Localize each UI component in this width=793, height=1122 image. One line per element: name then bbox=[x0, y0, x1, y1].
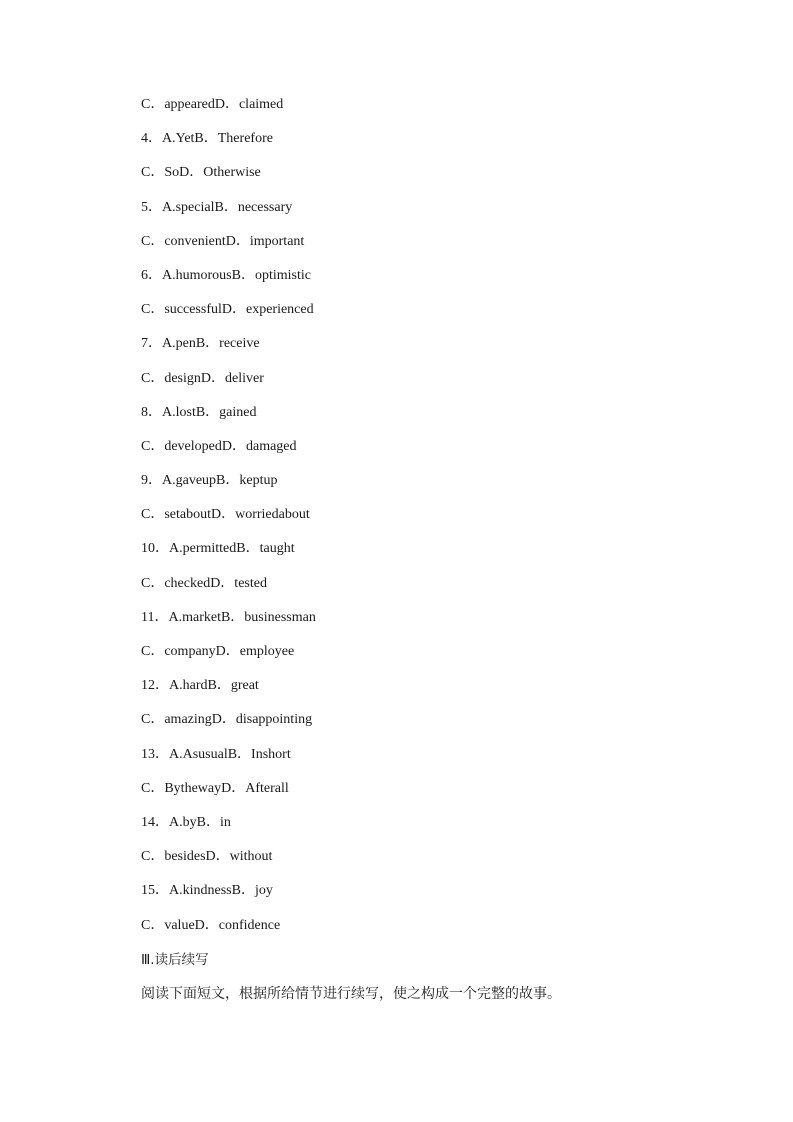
option-line: 11．A.marketB．businessman bbox=[141, 609, 316, 625]
option-line: C．BythewayD．Afterall bbox=[141, 780, 289, 796]
option-line: C．SoD．Otherwise bbox=[141, 165, 261, 181]
option-line: 4．A.YetB．Therefore bbox=[141, 131, 273, 147]
section-heading: Ⅲ.读后续写 bbox=[141, 951, 209, 968]
option-line: 12．A.hardB．great bbox=[141, 678, 259, 694]
option-line: C．amazingD．disappointing bbox=[141, 712, 313, 728]
option-line: C．developedD．damaged bbox=[141, 438, 297, 454]
section-instruction: 阅读下面短文，根据所给情节进行续写，使之构成一个完整的故事。 bbox=[141, 985, 561, 1002]
option-line: C．setaboutD．worriedabout bbox=[141, 507, 310, 523]
option-line: 15．A.kindnessB．joy bbox=[141, 883, 273, 899]
option-line: 8．A.lostB．gained bbox=[141, 404, 257, 420]
option-line: C．designD．deliver bbox=[141, 370, 264, 386]
option-line: 7．A.penB．receive bbox=[141, 336, 260, 352]
answer-options-list bbox=[141, 96, 741, 1019]
option-line: 9．A.gaveupB．keptup bbox=[141, 473, 278, 489]
option-line: C．valueD．confidence bbox=[141, 917, 281, 933]
option-line: C．successfulD．experienced bbox=[141, 302, 314, 318]
option-line: C．convenientD．important bbox=[141, 233, 305, 249]
option-line: C．appearedD．claimed bbox=[141, 97, 284, 112]
option-line: 6．A.humorousB．optimistic bbox=[141, 267, 311, 283]
option-line: 10．A.permittedB．taught bbox=[141, 541, 295, 557]
option-line: C．checkedD．tested bbox=[141, 575, 267, 591]
option-line: 13．A.AsusualB．Inshort bbox=[141, 746, 291, 762]
option-line: 5．A.specialB．necessary bbox=[141, 199, 293, 215]
option-line: C．besidesD．without bbox=[141, 849, 273, 865]
option-line: 14．A.byB．in bbox=[141, 814, 231, 830]
option-line: C．companyD．employee bbox=[141, 644, 295, 659]
